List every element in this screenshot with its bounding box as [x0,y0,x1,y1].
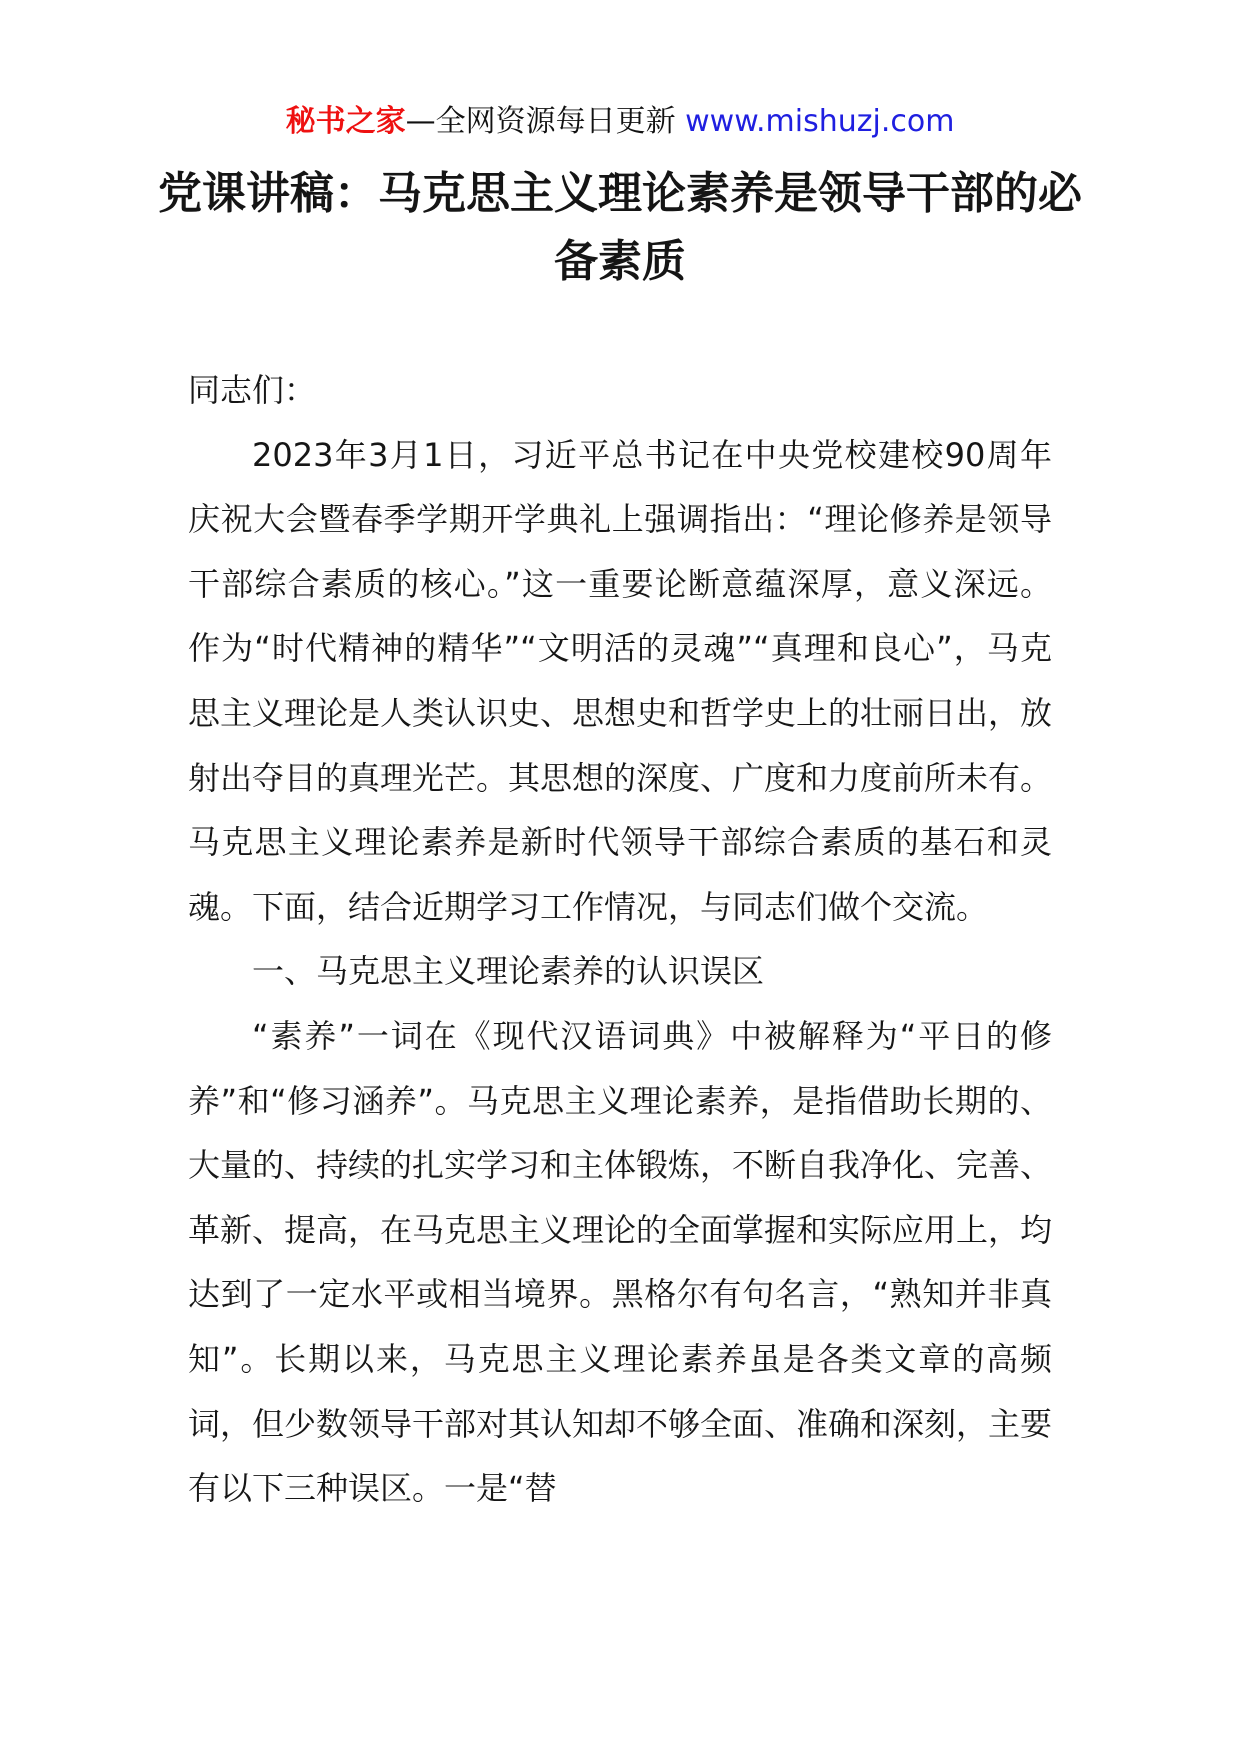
paragraph-section-1: “素养”一词在《现代汉语词典》中被解释为“平日的修养”和“修习涵养”。马克思主义理论素养，是指借助长期的、大量的、持续的扎实学习和主体锻炼，不断自我净化、完善、革新、提高，在马克思主义理论的全面掌握和实际应用上，均达到了一定水平或相当境界。黑格尔有句名言，“熟知并非真知”。长期以来，马克思主义理论素养虽是各类文章的高频词，但少数领导干部对其认知却不够全面、准确和深刻，主要有以下三种误区。一是“替 [188,1016,1053,1508]
paragraph-intro: 2023年3月1日，习近平总书记在中央党校建校90周年庆祝大会暨春季学期开学典礼上强调指出：“理论修养是领导干部综合素质的核心。”这一重要论断意蕴深厚，意义深远。作为“时代精神的精华”“文明活的灵魂”“真理和良心”，马克思主义理论是人类认识史、思想史和哲学史上的壮丽日出，放射出夺目的真理光芒。其思想的深度、广度和力度前所未有。马克思主义理论素养是新时代领导干部综合素质的基石和灵魂。下面，结合近期学习工作情况，与同志们做个交流。 [188,435,1053,926]
section-heading: 一、马克思主义理论素养的认识误区 [252,952,765,991]
brand-name: 秘书之家 [285,104,406,139]
website-link[interactable]: www.mishuzj.com [685,104,955,139]
page-header [0,100,1240,144]
header-tagline: —全网资源每日更新 [405,104,686,139]
document-title: 党课讲稿：马克思主义理论素养是领导干部的必备素质 [158,168,1082,287]
greeting: 同志们： [188,371,317,409]
document-body [188,358,1052,1521]
